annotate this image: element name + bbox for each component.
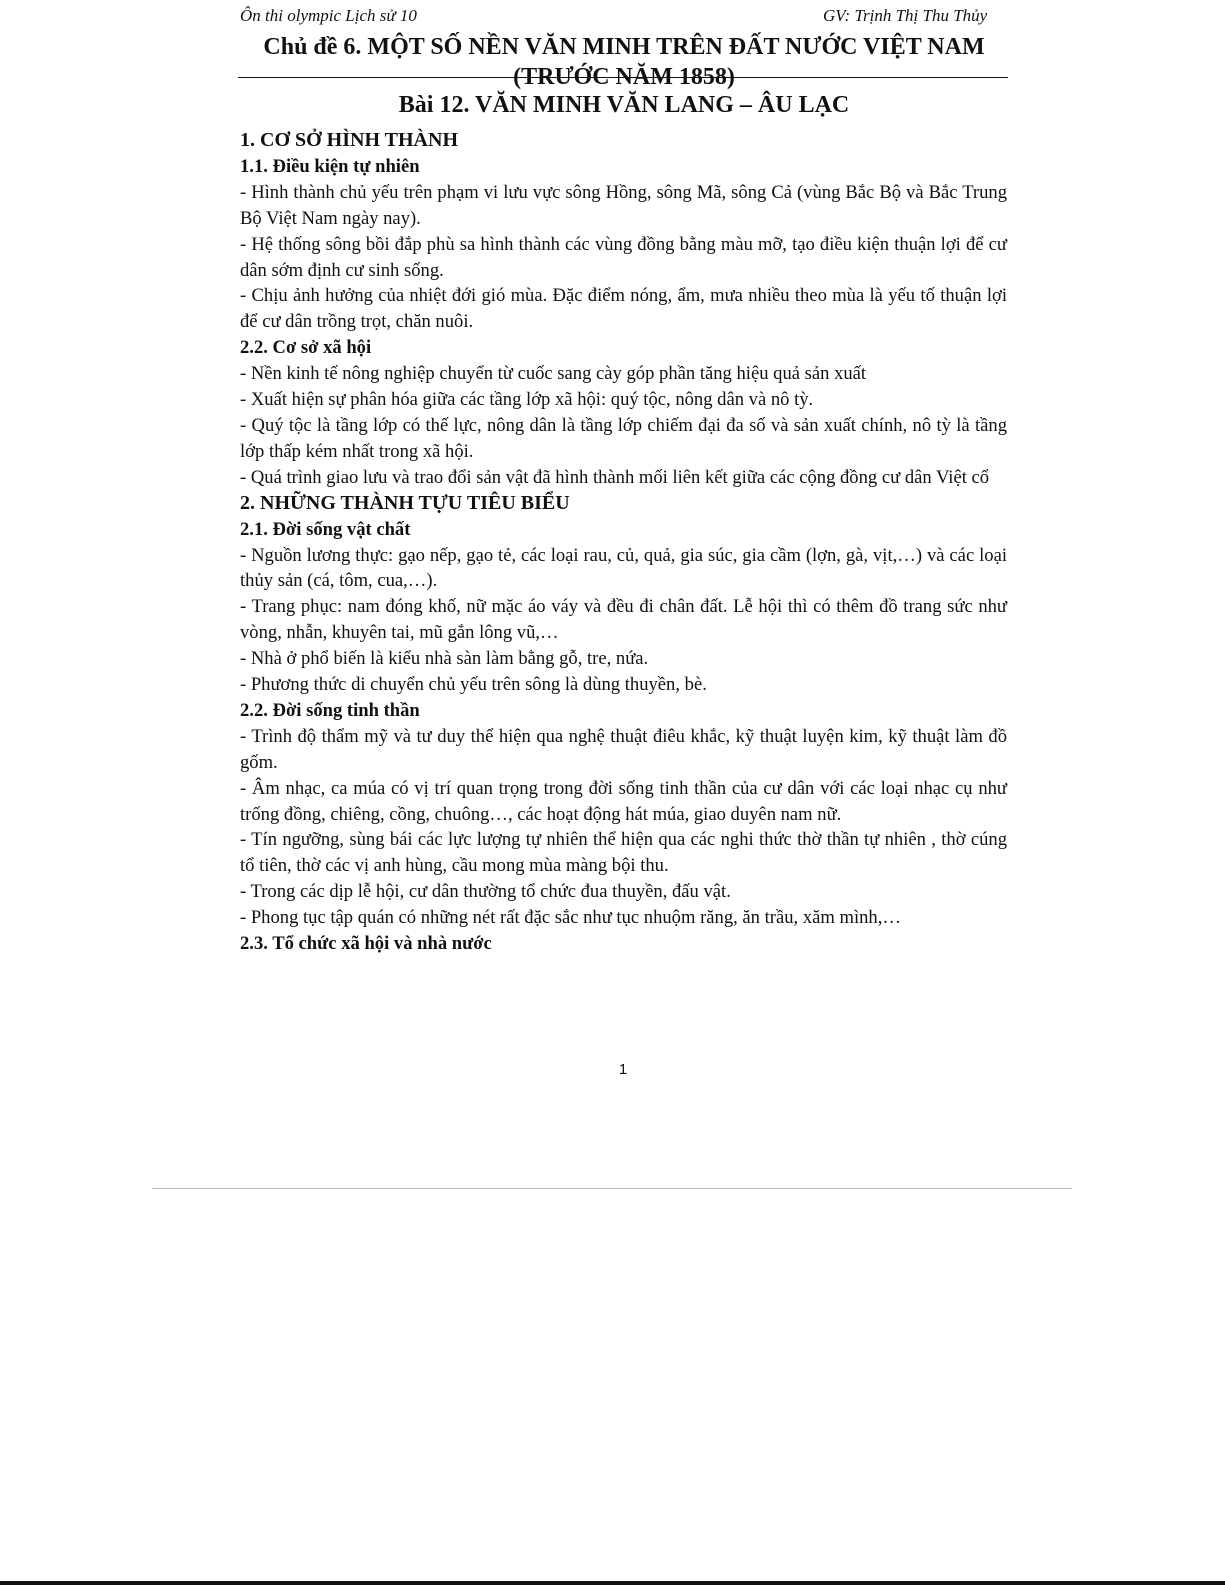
header-course-title: Ôn thi olympic Lịch sử 10 xyxy=(240,6,417,25)
lesson-title: Bài 12. VĂN MINH VĂN LANG – ÂU LẠC xyxy=(398,92,850,118)
list-item: - Phong tục tập quán có những nét rất đặc sắc như tục nhuộm răng, ăn trầu, xăm mình,… xyxy=(240,907,901,929)
topic-title-line-2: (TRƯỚC NĂM 1858) xyxy=(513,64,735,90)
list-item: - Trong các dịp lễ hội, cư dân thường tổ chức đua thuyền, đấu vật. xyxy=(240,881,731,903)
lesson-content xyxy=(240,128,1007,957)
subsection-heading-2-2: 2.2. Đời sống tinh thần xyxy=(240,699,420,721)
subsection-heading-1-1: 1.1. Điều kiện tự nhiên xyxy=(240,155,420,177)
list-item: - Nguồn lương thực: gạo nếp, gạo tẻ, các loại rau, củ, quả, gia súc, gia cầm (lợn, gà, vịt,…) và các loại thủy sản (cá, tôm, cua,…). xyxy=(240,544,1007,592)
list-item: - Nền kinh tế nông nghiệp chuyển từ cuốc sang cày góp phần tăng hiệu quả sản xuất xyxy=(240,363,867,385)
list-item: - Phương thức di chuyển chủ yếu trên sông là dùng thuyền, bè. xyxy=(240,674,707,696)
list-item: - Trang phục: nam đóng khố, nữ mặc áo váy và đều đi chân đất. Lễ hội thì có thêm đồ trang sức như vòng, nhẫn, khuyên tai, mũ gắn lông vũ,… xyxy=(240,596,1007,644)
list-item: - Xuất hiện sự phân hóa giữa các tầng lớp xã hội: quý tộc, nông dân và nô tỳ. xyxy=(240,389,814,411)
section-heading-2: 2. NHỮNG THÀNH TỰU TIÊU BIỂU xyxy=(240,491,570,514)
list-item: - Chịu ảnh hưởng của nhiệt đới gió mùa. Đặc điểm nóng, ẩm, mưa nhiều theo mùa là yếu tố thuận lợi để cư dân trồng trọt, chăn nuôi. xyxy=(240,285,1007,333)
header-teacher-name: GV: Trịnh Thị Thu Thủy xyxy=(823,6,988,25)
page-number: 1 xyxy=(618,1061,628,1078)
list-item: - Quá trình giao lưu và trao đổi sản vật đã hình thành mối liên kết giữa các cộng đồng cư dân Việt cổ xyxy=(240,466,990,488)
list-item: - Hệ thống sông bồi đắp phù sa hình thành các vùng đồng bằng màu mỡ, tạo điều kiện thuận lợi để cư dân sớm định cư sinh sống. xyxy=(240,233,1007,281)
page-divider xyxy=(152,1188,1072,1189)
list-item: - Tín ngưỡng, sùng bái các lực lượng tự nhiên thể hiện qua các nghi thức thờ thần tự nhiên , thờ cúng tổ tiên, thờ các vị anh hùng, cầu mong mùa màng bội thu. xyxy=(240,829,1007,877)
subsection-heading-2-1: 2.1. Đời sống vật chất xyxy=(240,518,411,540)
topic-title-line-1: Chủ đề 6. MỘT SỐ NỀN VĂN MINH TRÊN ĐẤT NƯỚC VIỆT NAM xyxy=(263,34,985,60)
subsection-heading-1-2: 2.2. Cơ sở xã hội xyxy=(240,337,372,359)
list-item: - Trình độ thẩm mỹ và tư duy thể hiện qua nghệ thuật điêu khắc, kỹ thuật luyện kim, kỹ thuật làm đồ gốm. xyxy=(240,725,1007,773)
topic-title xyxy=(240,32,1008,92)
bottom-edge-bar xyxy=(0,1581,1225,1585)
list-item: - Nhà ở phổ biến là kiểu nhà sàn làm bằng gỗ, tre, nứa. xyxy=(240,648,649,670)
list-item: - Âm nhạc, ca múa có vị trí quan trọng trong đời sống tinh thần của cư dân với các loại nhạc cụ như trống đồng, chiêng, cồng, chuông…, các hoạt động hát múa, giao duyên nam nữ. xyxy=(240,777,1007,825)
list-item: - Hình thành chủ yếu trên phạm vi lưu vực sông Hồng, sông Mã, sông Cả (vùng Bắc Bộ và Bắc Trung Bộ Việt Nam ngày nay). xyxy=(240,181,1007,229)
header-rule xyxy=(238,77,1008,78)
subsection-heading-2-3: 2.3. Tổ chức xã hội và nhà nước xyxy=(240,933,492,955)
list-item: - Quý tộc là tầng lớp có thế lực, nông dân là tầng lớp chiếm đại đa số và sản xuất chính, nô tỳ là tầng lớp thấp kém nhất trong xã hội. xyxy=(240,414,1007,462)
section-heading-1: 1. CƠ SỞ HÌNH THÀNH xyxy=(240,129,458,151)
